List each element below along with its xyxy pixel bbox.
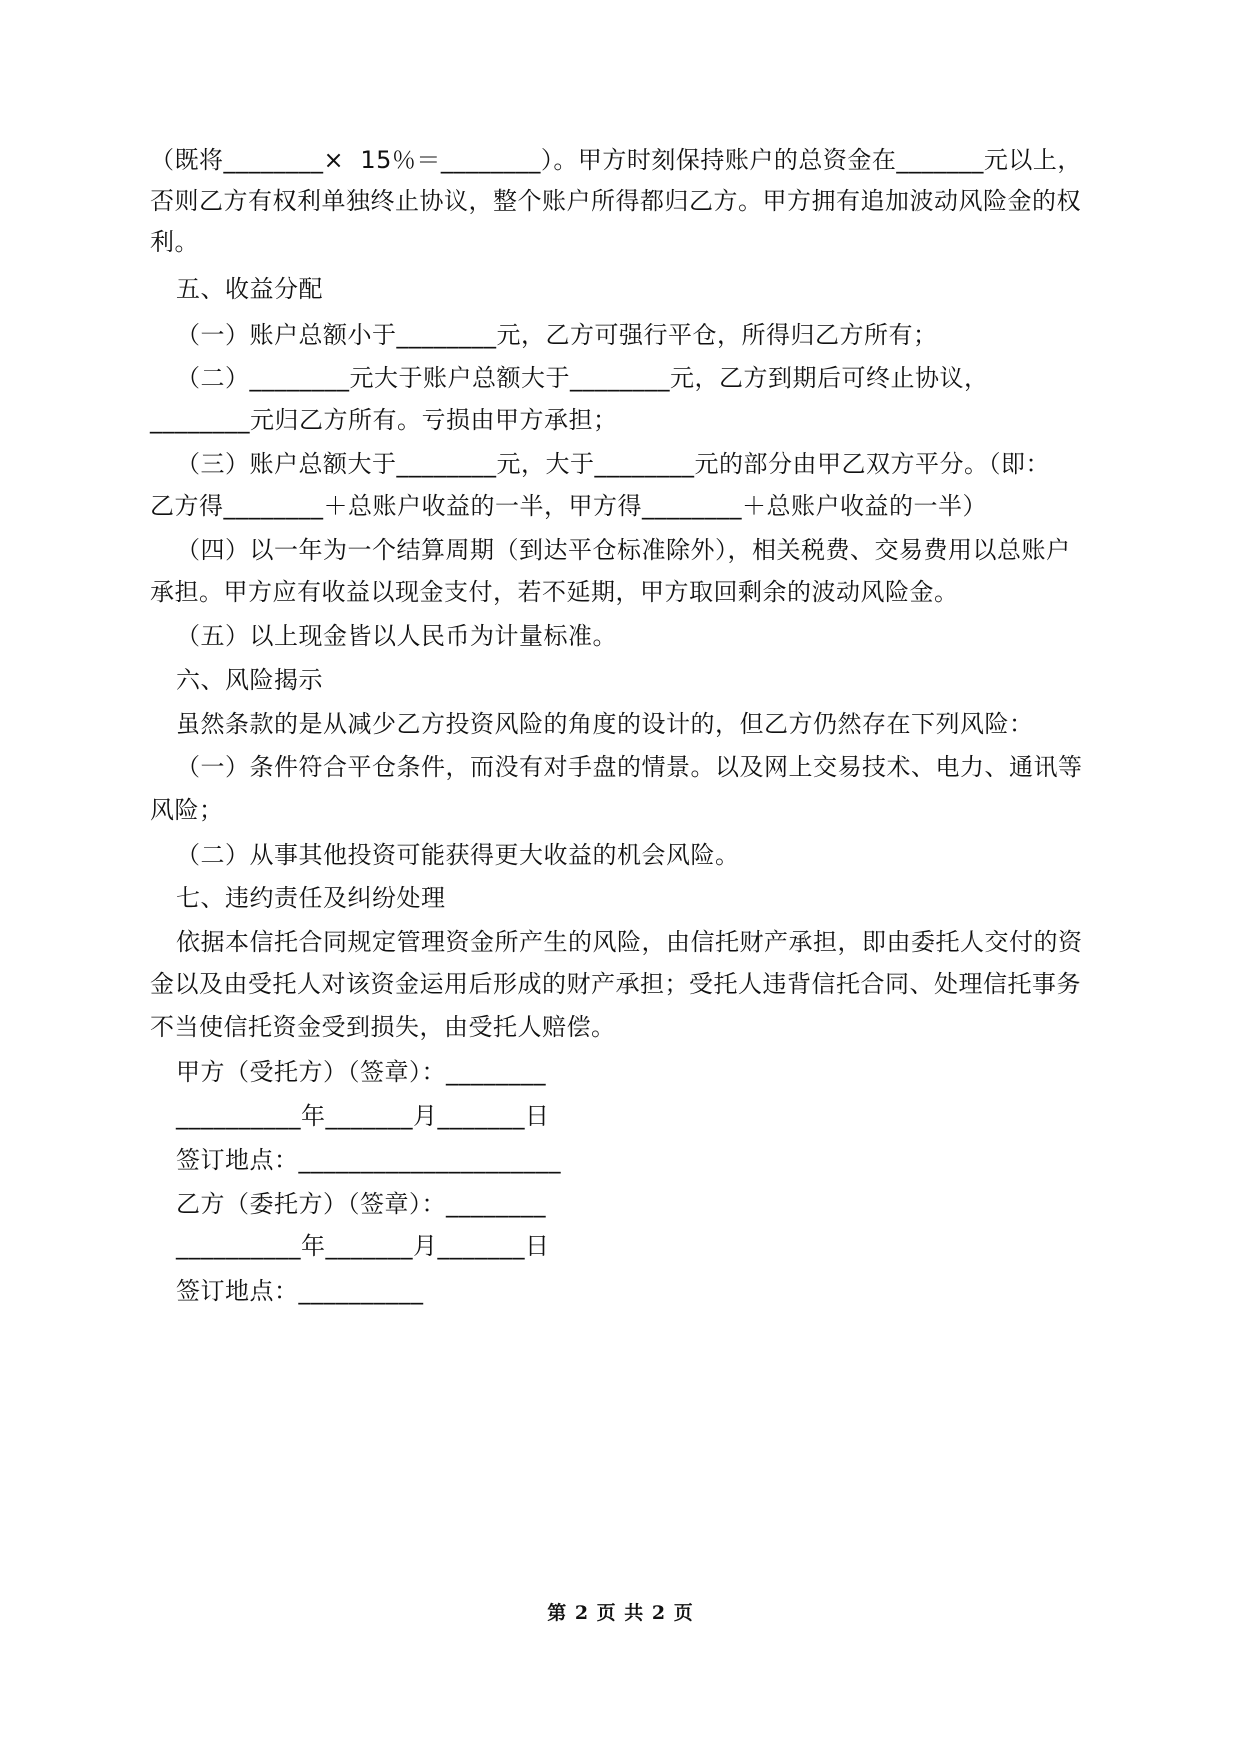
page-number-footer: 第 2 页 共 2 页 xyxy=(547,1602,694,1624)
section-heading: 七、违约责任及纠纷处理 xyxy=(176,884,446,912)
body-text-line: 金以及由受托人对该资金运用后形成的财产承担；受托人违背信托合同、处理信托事务 xyxy=(150,970,1081,998)
body-text-line: 风险； xyxy=(150,796,224,824)
body-text-line: 虽然条款的是从减少乙方投资风险的角度的设计的，但乙方仍然存在下列风险： xyxy=(176,710,1034,738)
body-text-line: 否则乙方有权利单独终止协议，整个账户所得都归乙方。甲方拥有追加波动风险金的权 xyxy=(150,187,1081,215)
body-text-line: 不当使信托资金受到损失，由受托人赔偿。 xyxy=(150,1013,616,1041)
body-text-line: 承担。甲方应有收益以现金支付，若不延期，甲方取回剩余的波动风险金。 xyxy=(150,578,959,606)
signing-place-b: 签订地点：__________ xyxy=(176,1277,424,1305)
body-text-line: 乙方得________＋总账户收益的一半，甲方得________＋总账户收益的一半） xyxy=(150,492,987,520)
clause-line: （三）账户总额大于________元，大于________元的部分由甲乙双方平分。（即： xyxy=(176,450,1050,478)
body-text-line: （既将________× 15％＝________）。甲方时刻保持账户的总资金在_______元以上， xyxy=(150,146,1082,174)
clause-line: （二）从事其他投资可能获得更大收益的机会风险。 xyxy=(176,841,740,869)
signature-date-a: __________年_______月_______日 xyxy=(176,1102,550,1130)
body-text-line: 依据本信托合同规定管理资金所产生的风险，由信托财产承担，即由委托人交付的资 xyxy=(176,928,1083,956)
section-heading: 五、收益分配 xyxy=(176,275,323,303)
signature-party-b: 乙方（委托方）（签章）：________ xyxy=(176,1190,546,1218)
body-text-line: ________元归乙方所有。亏损由甲方承担； xyxy=(150,406,618,434)
clause-line: （四）以一年为一个结算周期（到达平仓标准除外），相关税费、交易费用以总账户 xyxy=(176,536,1071,564)
body-text-line: 利。 xyxy=(150,228,199,256)
signature-date-b: __________年_______月_______日 xyxy=(176,1232,550,1260)
clause-line: （一）账户总额小于________元，乙方可强行平仓，所得归乙方所有； xyxy=(176,321,938,349)
signature-party-a: 甲方（受托方）（签章）：________ xyxy=(176,1058,546,1086)
clause-line: （二）________元大于账户总额大于________元，乙方到期后可终止协议， xyxy=(176,364,989,392)
clause-line: （一）条件符合平仓条件，而没有对手盘的情景。以及网上交易技术、电力、通讯等 xyxy=(176,753,1083,781)
signing-place-a: 签订地点：_____________________ xyxy=(176,1146,561,1174)
section-heading: 六、风险揭示 xyxy=(176,666,323,694)
clause-line: （五）以上现金皆以人民币为计量标准。 xyxy=(176,622,617,650)
